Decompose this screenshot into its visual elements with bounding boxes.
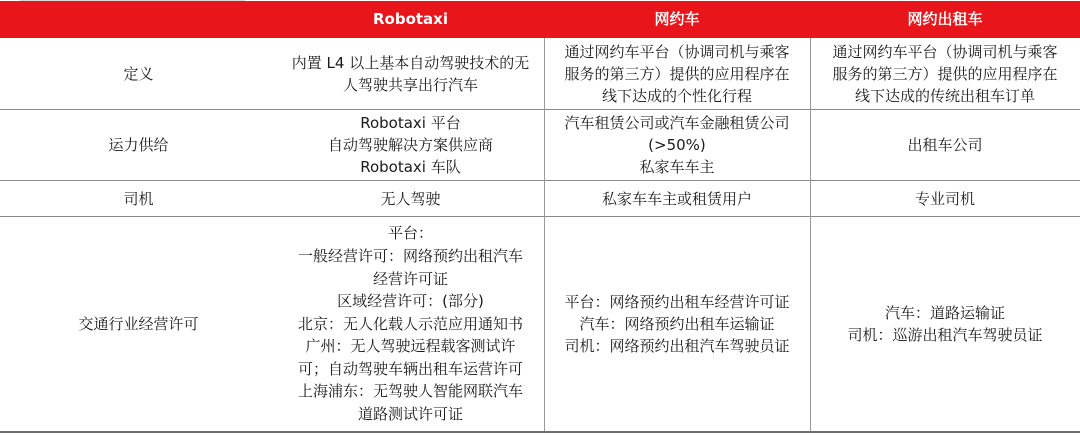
driver-wangyueche: 私家车车主或租赁用户 <box>601 189 752 208</box>
definition-wangyue-taxi: 通过网约车平台（协调司机与乘客 服务的第三方）提供的应用程序在 线下达成的传统出租车订单 <box>832 42 1058 105</box>
driver-wangyue-taxi: 专业司机 <box>914 189 975 208</box>
definition-wangyueche: 通过网约车平台（协调司机与乘客 服务的第三方）提供的应用程序在 线下达成的个性化行程 <box>564 42 790 105</box>
license-wangyueche: 平台：网络预约出租车经营许可证 汽车：网络预约出租车运输证 司机：网络预约出租汽车驾驶员证 <box>564 293 790 355</box>
row-label-definition: 定义 <box>123 64 154 83</box>
header-wangyue-taxi: 网约出租车 <box>907 10 983 28</box>
table-bottom-rule <box>0 431 1080 433</box>
definition-robotaxi: 内置 L4 以上基本自动驾驶技术的无 人驾驶共享出行汽车 <box>291 53 530 94</box>
row-label-transport-license: 交通行业经营许可 <box>78 315 199 333</box>
header-robotaxi: Robotaxi <box>372 10 448 28</box>
license-wangyue-taxi: 汽车：道路运输证 司机：巡游出租汽车驾驶员证 <box>847 304 1043 344</box>
driver-robotaxi: 无人驾驶 <box>380 189 441 208</box>
header-blank <box>0 1 277 38</box>
row-label-driver: 司机 <box>123 189 154 208</box>
capacity-wangyue-taxi: 出租车公司 <box>907 136 983 154</box>
license-robotaxi: 平台： 一般经营许可：网络预约出租汽车 经营许可证 区域经营许可：(部分) 北京：无人化载人示范应用通知书 广州：无人驾驶远程载客测试许 可；自动驾驶车辆出租车运营许可 上海浦东：无驾驶人智能网联汽车 道路测试许可证 <box>297 224 523 424</box>
header-wangyueche: 网约车 <box>654 10 700 28</box>
capacity-wangyueche: 汽车租赁公司或汽车金融租赁公司 (>50%) 私家车车主 <box>564 114 790 176</box>
row-label-capacity-supply: 运力供给 <box>108 136 169 154</box>
table-header <box>0 1 1080 38</box>
capacity-robotaxi: Robotaxi 平台 自动驾驶解决方案供应商 Robotaxi 车队 <box>327 114 493 176</box>
